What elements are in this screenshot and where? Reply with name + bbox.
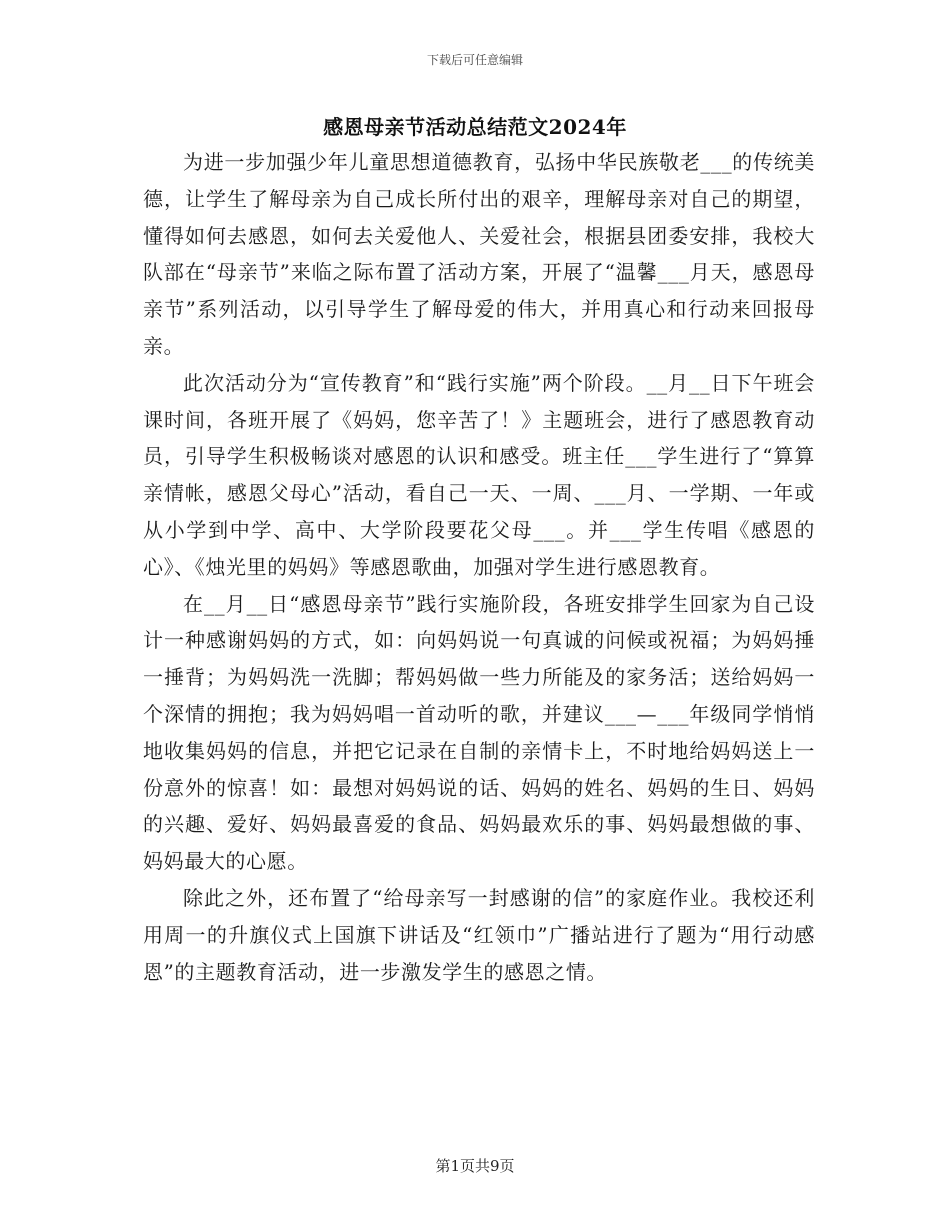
paragraph-1: 为进一步加强少年儿童思想道德教育，弘扬中华民族敬老___的传统美德，让学生了解母亲为自己成长所付出的艰辛，理解母亲对自己的期望，懂得如何去感恩，如何去关爱他人、关爱社会，根据县团委安排，我校大队部在“母亲节”来临之际布置了活动方案，开展了“温馨___月天，感恩母亲节”系列活动，以引导学生了解母爱的伟大，并用真心和行动来回报母亲。 <box>143 150 815 358</box>
paragraph-2: 此次活动分为“宣传教育”和“践行实施”两个阶段。__月__日下午班会课时间，各班开展了《妈妈，您辛苦了！》主题班会，进行了感恩教育动员，引导学生积极畅谈对感恩的认识和感受。班主任___学生进行了“算算亲情帐，感恩父母心”活动，看自己一天、一周、___月、一学期、一年或从小学到中学、高中、大学阶段要花父母___。并___学生传唱《感恩的心》、《烛光里的妈妈》等感恩歌曲，加强对学生进行感恩教育。 <box>143 370 815 579</box>
paragraph-3: 在__月__日“感恩母亲节”践行实施阶段，各班安排学生回家为自己设计一种感谢妈妈的方式，如：向妈妈说一句真诚的问候或祝福；为妈妈捶一捶背；为妈妈洗一洗脚；帮妈妈做一些力所能及的家务活；送给妈妈一个深情的拥抱；我为妈妈唱一首动听的歌，并建议___—___年级同学悄悄地收集妈妈的信息，并把它记录在自制的亲情卡上，不时地给妈妈送上一份意外的惊喜！如：最想对妈妈说的话、妈妈的姓名、妈妈的生日、妈妈的兴趣、爱好、妈妈最喜爱的食品、妈妈最欢乐的事、妈妈最想做的事、妈妈最大的心愿。 <box>143 591 815 874</box>
page-number-indicator: 第1页共9页 <box>435 1157 515 1175</box>
document-title: 感恩母亲节活动总结范文2024年 <box>323 115 627 139</box>
page-header-note: 下载后可任意编辑 <box>426 53 523 67</box>
paragraph-4: 除此之外，还布置了“给母亲写一封感谢的信”的家庭作业。我校还利用周一的升旗仪式上国旗下讲话及“红领巾”广播站进行了题为“用行动感恩”的主题教育活动，进一步激发学生的感恩之情。 <box>143 885 815 984</box>
document-body <box>143 144 815 990</box>
